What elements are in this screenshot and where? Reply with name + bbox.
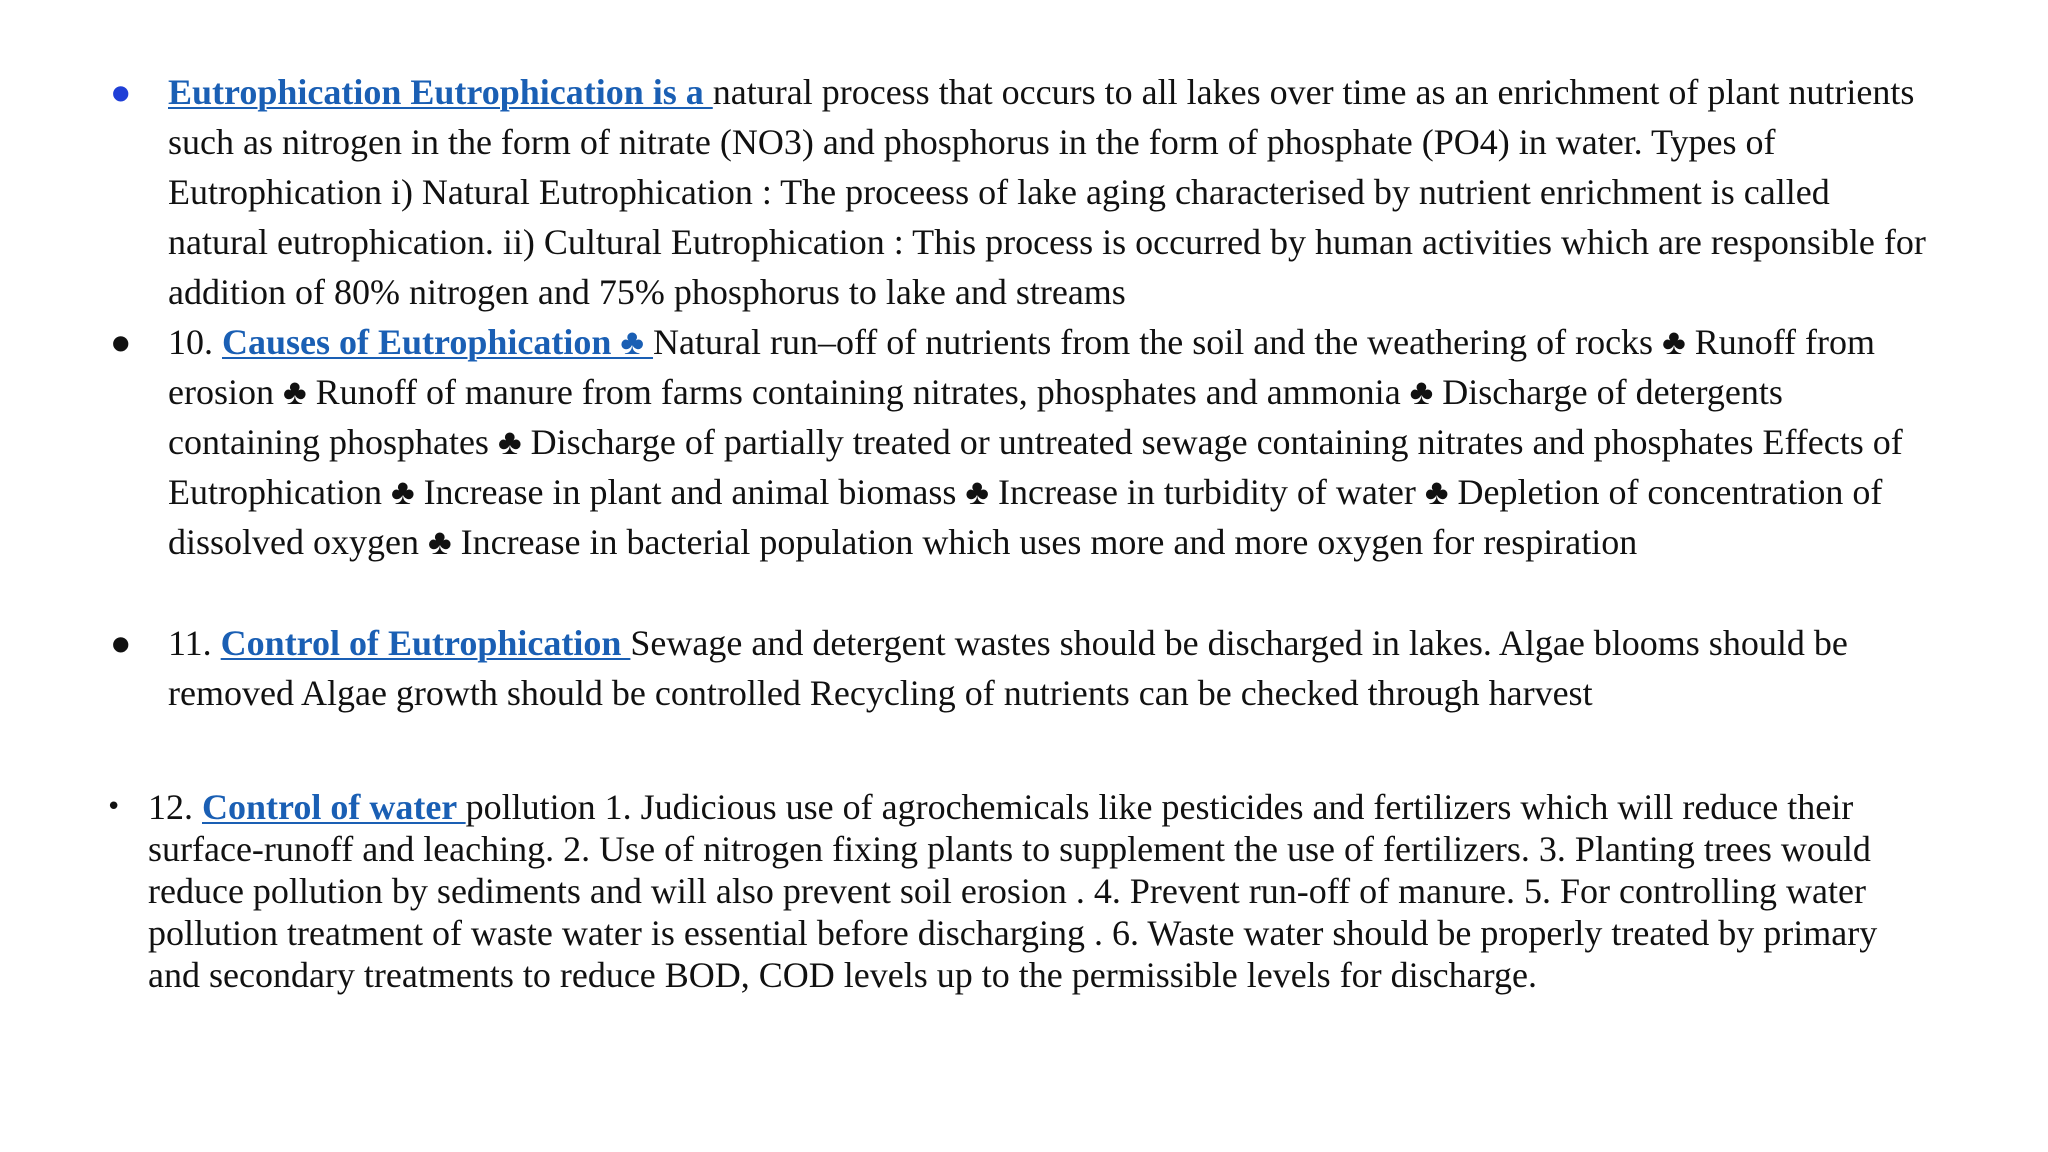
- bullet-icon: ●: [112, 330, 130, 354]
- list-item-causes: [112, 317, 1928, 567]
- bullet-icon: ●: [112, 631, 130, 655]
- control-water-text: pollution 1. Judicious use of agrochemicals like pesticides and fertilizers which will reduce their surface-runoff and leaching. 2. Use of nitrogen fixing plants to supplement the use of fertilizers. 3. Planting trees would reduce pollution by sediments and will also prevent soil erosion . 4. Prevent run-off of manure. 5. For controlling water pollution treatment of waste water is essential before discharging . 6. Waste water should be properly treated by primary and secondary treatments to reduce BOD, COD levels up to the permissible levels for discharge.: [148, 787, 1878, 995]
- causes-of-eutrophication-link[interactable]: Causes of Eutrophication ♣: [222, 322, 654, 362]
- control-of-eutrophication-link[interactable]: Control of Eutrophication: [220, 623, 631, 663]
- item-number: 10.: [168, 322, 222, 362]
- control-of-water-link[interactable]: Control of water: [202, 787, 466, 827]
- list-item-control-water: [106, 786, 1928, 996]
- item-number: 11.: [168, 623, 221, 663]
- eutrophication-link[interactable]: Eutrophication Eutrophication is a: [168, 72, 713, 112]
- control-eutrophication-text: Sewage and detergent wastes should be discharged in lakes. Algae blooms should be removed Algae growth should be controlled Recycling of nutrients can be checked through harvest: [168, 623, 1848, 713]
- causes-text: Natural run–off of nutrients from the soil and the weathering of rocks ♣ Runoff from erosion ♣ Runoff of manure from farms containing nitrates, phosphates and ammonia ♣ Discharge of detergents containing phosphates ♣ Discharge of partially treated or untreated sewage containing nitrates and phosphates Effects of Eutrophication ♣ Increase in plant and animal biomass ♣ Increase in turbidity of water ♣ Depletion of concentration of dissolved oxygen ♣ Increase in bacterial population which uses more and more oxygen for respiration: [168, 322, 1903, 562]
- list-item-control-eutrophication: [112, 618, 1928, 718]
- list-item-eutrophication: [112, 67, 1928, 317]
- bullet-icon: ●: [112, 80, 130, 104]
- item-number: 12.: [148, 787, 202, 827]
- eutrophication-text: natural process that occurs to all lakes over time as an enrichment of plant nutrients such as nitrogen in the form of nitrate (NO3) and phosphorus in the form of phosphate (PO4) in water. Types of Eutrophication i) Natural Eutrophication : The proceess of lake aging characterised by nutrient enrichment is called natural eutrophication. ii) Cultural Eutrophication : This process is occurred by human activities which are responsible for addition of 80% nitrogen and 75% phosphorus to lake and streams: [168, 72, 1926, 312]
- bullet-icon: •: [106, 792, 122, 822]
